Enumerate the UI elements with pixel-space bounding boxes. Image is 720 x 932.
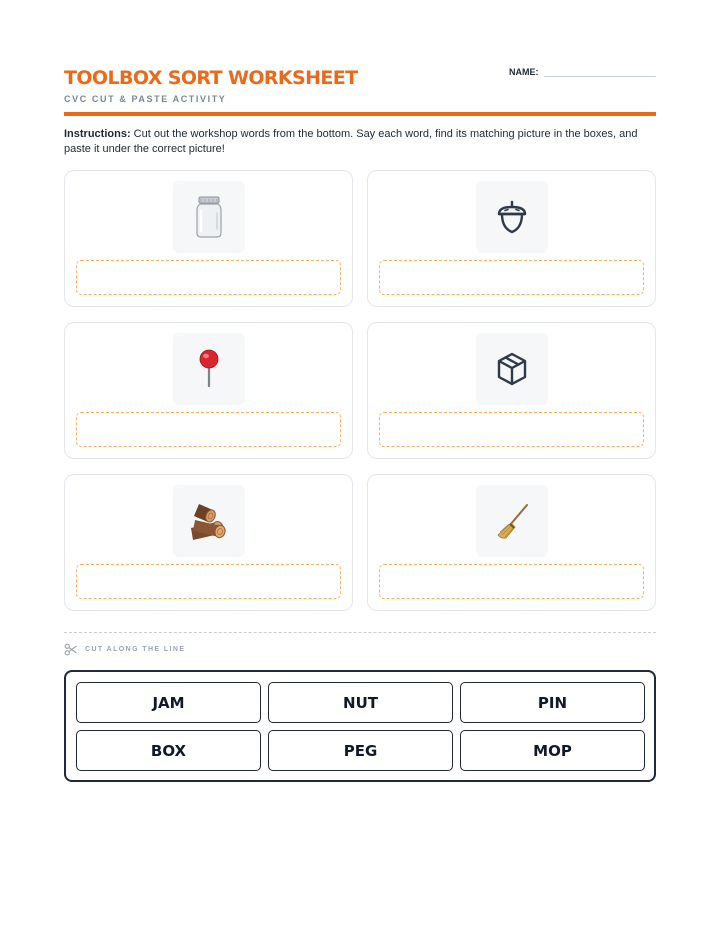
word-card-pin[interactable]: PIN <box>460 682 645 723</box>
cut-line[interactable] <box>64 632 656 633</box>
header-rule <box>64 112 656 116</box>
picture-frame <box>476 333 548 405</box>
instructions <box>64 127 656 156</box>
cut-instruction <box>64 641 185 657</box>
picture-card-1 <box>64 170 353 307</box>
picture-card-2 <box>367 170 656 307</box>
picture-frame <box>476 181 548 253</box>
word-bank <box>64 670 656 782</box>
nut-icon <box>495 199 529 235</box>
word-card-nut[interactable]: NUT <box>268 682 453 723</box>
page-subtitle: CVC CUT & PASTE ACTIVITY <box>64 94 227 104</box>
paste-box[interactable] <box>76 260 341 295</box>
cut-label: CUT ALONG THE LINE <box>85 645 186 653</box>
page-title: TOOLBOX SORT WORKSHEET <box>64 67 358 89</box>
picture-card-5 <box>64 474 353 611</box>
pin-icon <box>196 349 222 389</box>
picture-card-6 <box>367 474 656 611</box>
picture-card-3 <box>64 322 353 459</box>
picture-card-4 <box>367 322 656 459</box>
paste-box[interactable] <box>76 412 341 447</box>
worksheet-header <box>64 64 656 116</box>
instructions-lead: Instructions: <box>64 128 131 140</box>
jar-icon <box>193 195 225 239</box>
paste-box[interactable] <box>379 260 644 295</box>
paste-box[interactable] <box>76 564 341 599</box>
picture-frame <box>476 485 548 557</box>
picture-frame <box>173 333 245 405</box>
name-line[interactable] <box>544 76 656 77</box>
word-card-box[interactable]: BOX <box>76 730 261 771</box>
name-label: NAME: <box>509 67 539 77</box>
scissors-icon <box>64 643 77 656</box>
paste-box[interactable] <box>379 564 644 599</box>
word-card-jam[interactable]: JAM <box>76 682 261 723</box>
picture-frame <box>173 181 245 253</box>
word-card-mop[interactable]: MOP <box>460 730 645 771</box>
box-icon <box>495 351 529 387</box>
word-card-peg[interactable]: PEG <box>268 730 453 771</box>
picture-frame <box>173 485 245 557</box>
instructions-text: Cut out the workshop words from the bottom. Say each word, find its matching picture in the boxes, and paste it under the correct picture! <box>64 128 638 155</box>
paste-box[interactable] <box>379 412 644 447</box>
logs-icon <box>187 500 231 542</box>
broom-icon <box>492 501 532 541</box>
